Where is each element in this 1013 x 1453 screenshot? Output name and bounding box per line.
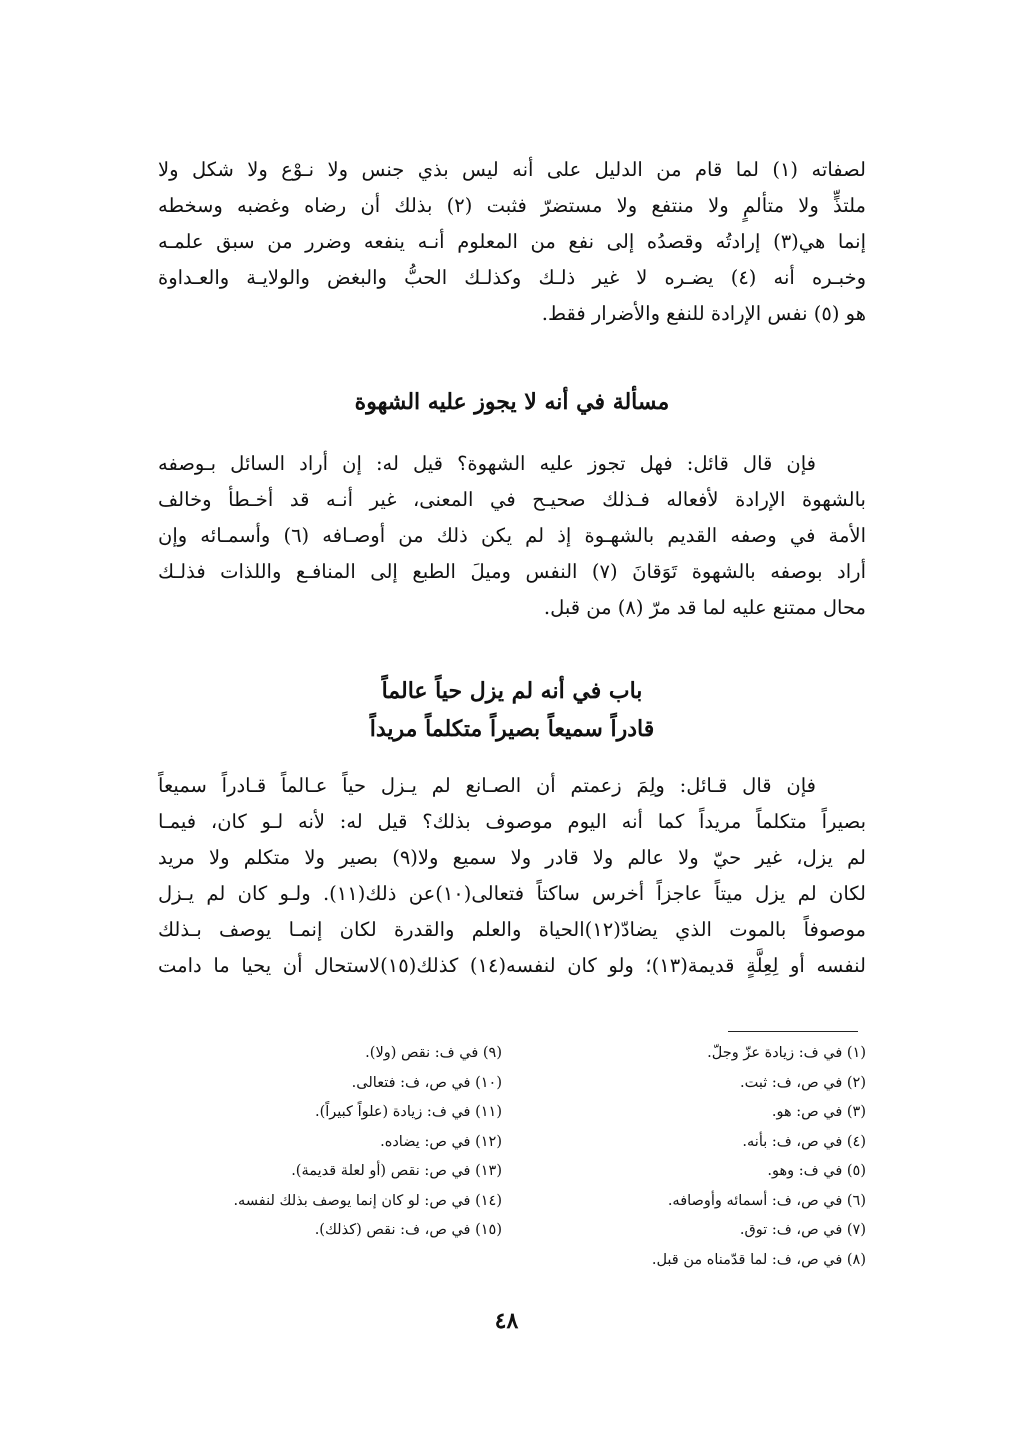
footnote: (١٤) في ص: لو كان إنما يوصف بذلك لنفسه. bbox=[233, 1192, 502, 1209]
page-number: ٤٨ bbox=[494, 1308, 519, 1334]
paragraph-line: موصوفاً بالموت الذي يضادّ(١٢)الحياة والعلم والقدرة لكان إنمـا يوصف بـذلك bbox=[158, 918, 866, 941]
paragraph-3 bbox=[158, 768, 866, 984]
footnote-separator bbox=[728, 1031, 858, 1032]
chapter-heading-line-2: قادراً سميعاً بصيراً متكلماً مريداً bbox=[369, 716, 655, 742]
footnote: (٢) في ص، ف: ثبت. bbox=[740, 1074, 866, 1091]
paragraph-line: بالشهوة الإرادة لأفعاله فـذلك صحيـح في المعنى، غير أنـه قد أخـطأ وخالف bbox=[158, 488, 866, 511]
paragraph-line: إنما هي(٣) إرادتُه وقصدُه إلى نفع من المعلوم أنـه ينفعه وضرر من سبق علمـه bbox=[158, 230, 866, 253]
footnotes-right-column bbox=[560, 1039, 866, 1275]
footnote: (٦) في ص، ف: أسمائه وأوصافه. bbox=[667, 1192, 866, 1209]
paragraph-line: هو (٥) نفس الإرادة للنفع والأضرار فقط. bbox=[541, 302, 866, 325]
paragraph-line: الأمة في وصفه القديم بالشهـوة إذ لم يكن ذلك من أوصـافه (٦) وأسمـائه وإن bbox=[158, 524, 866, 547]
footnote: (٤) في ص، ف: بأنه. bbox=[742, 1133, 866, 1150]
paragraph-line: لم يزل، غير حيّ ولا عالم ولا قادر ولا سميع ولا(٩) بصير ولا متكلم ولا مريد bbox=[158, 846, 866, 869]
footnote: (١٠) في ص، ف: فتعالى. bbox=[351, 1074, 502, 1091]
paragraph-1 bbox=[158, 152, 866, 332]
paragraph-line: ملتذٍّ ولا متألمٍ ولا منتفع ولا مستضرّ فثبت (٢) بذلك أن رضاه وغضبه وسخطه bbox=[158, 194, 867, 217]
chapter-heading bbox=[158, 672, 866, 748]
section-heading: مسألة في أنه لا يجوز عليه الشهوة bbox=[354, 389, 670, 415]
footnote: (٨) في ص، ف: لما قدّمناه من قبل. bbox=[651, 1251, 866, 1268]
paragraph-line: بصيراً متكلماً مريداً كما أنه اليوم موصوف بذلك؟ قيل له: لأنه لـو كان، فيمـا bbox=[158, 810, 866, 833]
footnote: (٩) في ف: نقص (ولا). bbox=[365, 1045, 502, 1061]
paragraph-line: أراد بوصفه بالشهوة تَوَقانَ (٧) النفس وميلَ الطبع إلى المنافـع واللذات فذلـك bbox=[158, 560, 866, 583]
paragraph-line: لصفاته (١) لما قام من الدليل على أنه ليس بذي جنس ولا نـوْع ولا شكل ولا bbox=[158, 158, 866, 181]
paragraph-2 bbox=[158, 446, 866, 626]
footnote: (١٥) في ص، ف: نقص (كذلك). bbox=[314, 1222, 502, 1238]
paragraph-line: لكان لم يزل ميتاً عاجزاً أخرس ساكتاً فتعالى(١٠)عن ذلك(١١). ولـو كان لم يـزل bbox=[158, 882, 867, 905]
paragraph-line: لنفسه أو لِعِلَّةٍ قديمة(١٣)؛ ولو كان لنفسه(١٤) كذلك(١٥)لاستحال أن يحيا ما دامت bbox=[158, 954, 866, 977]
paragraph-line: وخبـره أنه (٤) يضـره لا غير ذلـك وكذلـك الحبُّ والبغض والولايـة والعـداوة bbox=[158, 266, 866, 289]
paragraph-line: محال ممتنع عليه لما قد مرّ (٨) من قبل. bbox=[543, 596, 866, 619]
footnote: (٥) في ف: وهو. bbox=[767, 1163, 866, 1179]
footnote: (١٢) في ص: يضاده. bbox=[380, 1133, 502, 1150]
footnote: (١) في ف: زيادة عزّ وجلّ. bbox=[707, 1045, 866, 1061]
footnote: (١٣) في ص: نقص (أو لعلة قديمة). bbox=[291, 1163, 502, 1179]
paragraph-line: فإن قال قـائل: ولِمَ زعمتم أن الصـانع لم يـزل حياً عـالماً قـادراً سميعاً bbox=[158, 774, 816, 797]
footnote: (١١) في ف: زيادة (علواً كبيراً). bbox=[315, 1104, 502, 1120]
footnote: (٧) في ص، ف: توق. bbox=[739, 1222, 866, 1238]
footnotes-left-column bbox=[150, 1039, 502, 1246]
footnote: (٣) في ص: هو. bbox=[771, 1104, 866, 1120]
chapter-heading-line-1: باب في أنه لم يزل حياً عالماً bbox=[381, 678, 643, 704]
paragraph-line: فإن قال قائل: فهل تجوز عليه الشهوة؟ قيل له: إن أراد السائل بـوصفه bbox=[158, 452, 816, 475]
